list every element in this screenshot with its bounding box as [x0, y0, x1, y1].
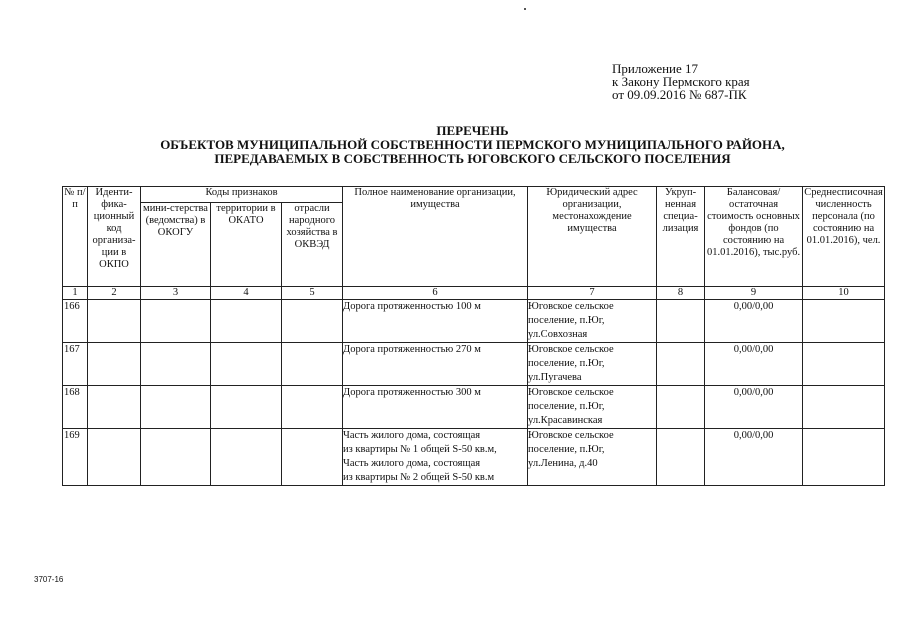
okved-cell: [282, 343, 343, 386]
header-name: Полное наименование организации, имущества: [343, 187, 528, 287]
okogu-cell: [141, 343, 211, 386]
header-okpo: Иденти-фика-ционный код организа-ции в ОКПО: [88, 187, 141, 287]
column-number: 9: [705, 287, 803, 300]
specialization-cell: [657, 300, 705, 343]
staff-count-cell: [803, 429, 885, 486]
column-number: 5: [282, 287, 343, 300]
okpo-cell: [88, 300, 141, 343]
okato-cell: [211, 343, 282, 386]
property-name: Дорога протяженностью 300 м: [343, 386, 528, 429]
column-number: 10: [803, 287, 885, 300]
okved-cell: [282, 300, 343, 343]
column-number-row: [63, 287, 885, 300]
column-number: 2: [88, 287, 141, 300]
staff-count-cell: [803, 300, 885, 343]
okpo-cell: [88, 429, 141, 486]
okogu-cell: [141, 429, 211, 486]
appendix-note: [612, 62, 750, 101]
appendix-line-3: от 09.09.2016 № 687-ПК: [612, 87, 747, 102]
column-number: 6: [343, 287, 528, 300]
header-okato: территории в ОКАТО: [211, 203, 282, 287]
okogu-cell: [141, 300, 211, 343]
row-number: 168: [63, 386, 88, 429]
column-number: 1: [63, 287, 88, 300]
okpo-cell: [88, 386, 141, 429]
header-address: Юридический адрес организации, местонахождение имущества: [528, 187, 657, 287]
appendix-line-1: Приложение 17: [612, 61, 699, 76]
column-number: 4: [211, 287, 282, 300]
property-name: Дорога протяженностью 100 м: [343, 300, 528, 343]
specialization-cell: [657, 386, 705, 429]
okogu-cell: [141, 386, 211, 429]
okved-cell: [282, 429, 343, 486]
okved-cell: [282, 386, 343, 429]
document-code: 3707-16: [34, 575, 64, 584]
balance-value: 0,00/0,00: [705, 429, 803, 486]
column-number: 8: [657, 287, 705, 300]
title-line-3: ПЕРЕДАВАЕМЫХ В СОБСТВЕННОСТЬ ЮГОВСКОГО СЕЛЬСКОГО ПОСЕЛЕНИЯ: [214, 151, 731, 166]
okato-cell: [211, 429, 282, 486]
property-table: [62, 186, 885, 486]
header-okved: отрасли народного хозяйства в ОКВЭД: [282, 203, 343, 287]
header-okogu: мини-стерства (ведомства) в ОКОГУ: [141, 203, 211, 287]
okato-cell: [211, 386, 282, 429]
staff-count-cell: [803, 386, 885, 429]
table-row: [63, 386, 885, 429]
property-name: Дорога протяженностью 270 м: [343, 343, 528, 386]
title-line-1: ПЕРЕЧЕНЬ: [436, 123, 509, 138]
row-number: 169: [63, 429, 88, 486]
balance-value: 0,00/0,00: [705, 343, 803, 386]
document-title: [0, 124, 905, 166]
header-num: № п/п: [63, 187, 88, 287]
appendix-line-2: к Закону Пермского края: [612, 74, 750, 89]
property-name: Часть жилого дома, состоящая из квартиры № 1 общей S-50 кв.м, Часть жилого дома, состоящая из квартиры № 2 общей S-50 кв.м: [343, 429, 528, 486]
header-specialization: Укруп-ненная специа-лизация: [657, 187, 705, 287]
row-number: 167: [63, 343, 88, 386]
table-row: [63, 343, 885, 386]
staff-count-cell: [803, 343, 885, 386]
okato-cell: [211, 300, 282, 343]
header-balance-value: Балансовая/ остаточная стоимость основных фондов (по состоянию на 01.01.2016), тыс.руб.: [705, 187, 803, 287]
scan-dot: [524, 8, 526, 10]
column-number: 3: [141, 287, 211, 300]
column-number: 7: [528, 287, 657, 300]
table-row: [63, 300, 885, 343]
row-number: 166: [63, 300, 88, 343]
property-address: Юговское сельское поселение, п.Юг, ул.Красавинская: [528, 386, 657, 429]
header-codes-group: Коды признаков: [141, 187, 343, 203]
okpo-cell: [88, 343, 141, 386]
property-address: Юговское сельское поселение, п.Юг, ул.Ленина, д.40: [528, 429, 657, 486]
title-line-2: ОБЪЕКТОВ МУНИЦИПАЛЬНОЙ СОБСТВЕННОСТИ ПЕРМСКОГО МУНИЦИПАЛЬНОГО РАЙОНА,: [160, 137, 785, 152]
property-address: Юговское сельское поселение, п.Юг, ул.Пугачева: [528, 343, 657, 386]
property-address: Юговское сельское поселение, п.Юг, ул.Совхозная: [528, 300, 657, 343]
header-staff-count: Среднесписочная численность персонала (по состоянию на 01.01.2016), чел.: [803, 187, 885, 287]
specialization-cell: [657, 343, 705, 386]
table-row: [63, 429, 885, 486]
balance-value: 0,00/0,00: [705, 300, 803, 343]
specialization-cell: [657, 429, 705, 486]
balance-value: 0,00/0,00: [705, 386, 803, 429]
